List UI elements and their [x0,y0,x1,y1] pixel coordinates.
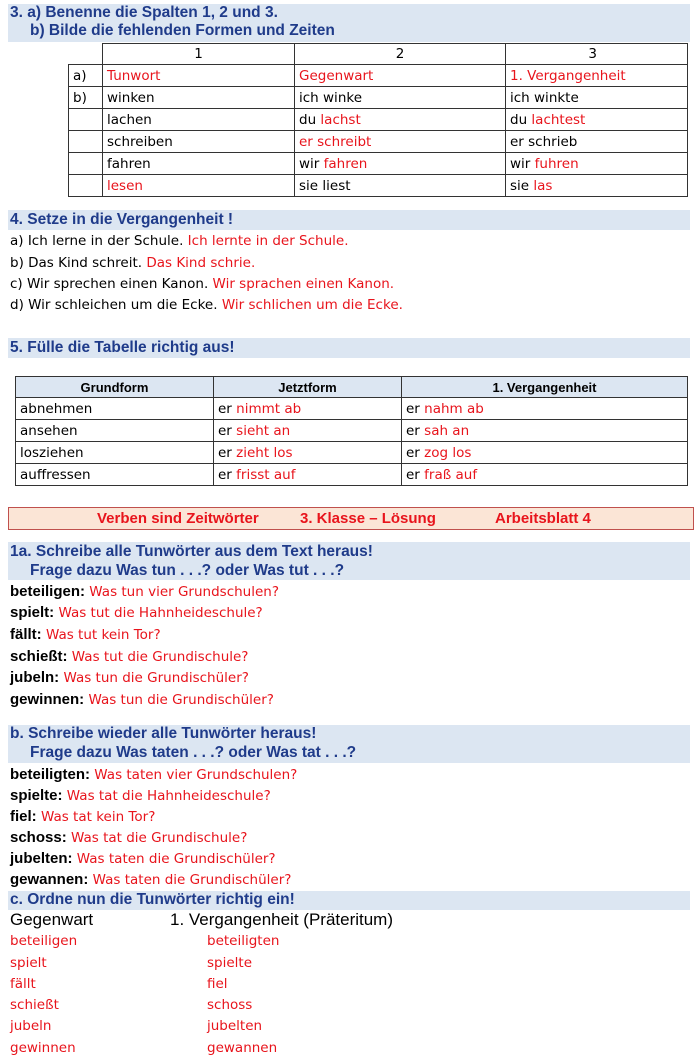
title-topic: Verben sind Zeitwörter [97,510,259,527]
verb-question: Was taten vier Grundschulen? [90,767,298,783]
present-verb: jubeln [10,1018,52,1034]
verb-question: Was tat kein Tor? [36,809,156,825]
verb-line [10,850,276,867]
past-form [402,420,688,442]
verb-question: Was tun vier Grundschulen? [85,584,280,600]
past-form [402,442,688,464]
answer-text: lachtest [531,111,586,128]
cell-prefix: wir [299,155,324,172]
forms-table [68,43,688,197]
worksheet-title-bar [8,507,694,530]
sentence-line [10,297,403,313]
cell: lachen [103,109,295,131]
answer-text: fraß auf [424,466,478,483]
pronoun: er [406,422,425,439]
verb-line [10,871,291,888]
present-verb: fällt [10,976,36,992]
cell-prefix: du [299,111,321,128]
answer-text: zieht los [236,444,293,461]
verb-question: Was taten die Grundischüler? [72,851,276,867]
answer-text: nimmt ab [236,400,302,417]
sentence-answer: Wir schlichen um die Ecke. [217,297,403,313]
table-row [69,87,688,109]
answer-cell: 1. Vergangenheit [506,65,688,87]
cell-prefix: du [510,111,532,128]
verb-label: fällt: [10,626,42,643]
verb-question: Was tun die Grundischüler? [59,670,249,686]
pronoun: er [406,444,425,461]
present-column-header: Gegenwart [10,910,94,929]
present-verb: spielt [10,955,47,971]
task3-heading-a: 3. a) Benenne die Spalten 1, 2 und 3. [10,4,278,21]
verb-line [10,648,248,665]
col-number: 3 [506,44,688,65]
corner-cell [69,44,103,65]
row-label: a) [69,65,103,87]
verb-label: spielt: [10,604,55,621]
past-verb: schoss [207,997,253,1013]
verb-line [10,808,155,825]
column-header: 1. Vergangenheit [402,377,688,398]
table-row [69,65,688,87]
verb-label: fiel: [10,808,37,825]
verb-label: jubeln: [10,669,60,686]
verb-label: beteiligten: [10,766,91,783]
verb-line [10,787,271,804]
cell [506,109,688,131]
cell [506,153,688,175]
forms-table-header [69,44,688,65]
past-verb: gewannen [207,1040,278,1056]
table-row [16,420,688,442]
sentence-answer: Ich lernte in der Schule. [183,233,349,249]
verb-line [10,583,279,600]
sentence-question: a) Ich lerne in der Schule. [10,233,184,249]
sentence-line [10,255,255,271]
answer-cell: lesen [103,175,295,197]
past-column-header: 1. Vergangenheit (Präteritum) [170,910,394,929]
col-number: 2 [295,44,506,65]
present-form [214,442,402,464]
verb-line [10,626,161,643]
column-header: Grundform [16,377,214,398]
answer-text: fahren [323,155,368,172]
sentence-line [10,233,349,249]
row-label [69,131,103,153]
title-class: 3. Klasse – Lösung [300,510,436,527]
present-form [214,420,402,442]
sentence-question: d) Wir schleichen um die Ecke. [10,297,218,313]
pronoun: er [406,400,425,417]
present-form [214,464,402,486]
cell [295,153,506,175]
verb-question: Was tat die Grundischule? [66,830,248,846]
cell: schreiben [103,131,295,153]
verb-question: Was tut die Hahnheideschule? [54,605,263,621]
verb-label: jubelten: [10,850,73,867]
cell: sie liest [295,175,506,197]
verb-question: Was tut die Grundischule? [67,649,249,665]
present-verb: gewinnen [10,1040,76,1056]
row-label [69,175,103,197]
verb-line [10,691,274,708]
base-form: auffressen [16,464,214,486]
verb-line [10,766,297,783]
sentence-line [10,276,394,292]
answer-text: lachst [320,111,361,128]
table-row [16,464,688,486]
base-form: ansehen [16,420,214,442]
past-form [402,398,688,420]
table-row [16,442,688,464]
cell-prefix: sie [510,177,534,194]
verb-label: gewannen: [10,871,89,888]
past-verb: spielte [207,955,253,971]
past-verb: fiel [207,976,228,992]
verb-label: spielte: [10,787,63,804]
verb-label: gewinnen: [10,691,85,708]
answer-text: sah an [424,422,470,439]
verb-question: Was tat die Hahnheideschule? [62,788,271,804]
pronoun: er [218,400,237,417]
title-sheet: Arbeitsblatt 4 [495,510,591,527]
cell [295,109,506,131]
task1b-subheading: Frage dazu Was taten . . .? oder Was tat . . .? [30,744,357,761]
cell [506,175,688,197]
verb-line [10,669,249,686]
verb-forms-table [15,376,688,486]
column-header: Jetztform [214,377,402,398]
table-row [69,131,688,153]
cell: fahren [103,153,295,175]
task3-heading-b: b) Bilde die fehlenden Formen und Zeiten [30,22,335,39]
answer-text: nahm ab [424,400,484,417]
table-row [69,153,688,175]
past-form [402,464,688,486]
task1c-heading: c. Ordne nun die Tunwörter richtig ein! [10,891,295,908]
sentence-question: c) Wir sprechen einen Kanon. [10,276,209,292]
task5-heading: 5. Fülle die Tabelle richtig aus! [10,339,235,356]
verb-question: Was tut kein Tor? [41,627,161,643]
row-label: b) [69,87,103,109]
sentence-question: b) Das Kind schreit. [10,255,143,271]
verb-label: schießt: [10,648,68,665]
answer-text: fuhren [534,155,579,172]
answer-cell: Gegenwart [295,65,506,87]
answer-text: zog los [424,444,472,461]
table-header [16,377,688,398]
answer-text: las [533,177,553,194]
past-verb: jubelten [207,1018,263,1034]
past-verb: beteiligten [207,933,280,949]
row-label [69,109,103,131]
cell: ich winkte [506,87,688,109]
verb-label: beteiligen: [10,583,86,600]
pronoun: er [218,466,237,483]
answer-cell: er schreibt [295,131,506,153]
row-label [69,153,103,175]
cell-prefix: wir [510,155,535,172]
sentence-answer: Wir sprachen einen Kanon. [208,276,395,292]
verb-line [10,604,263,621]
present-verb: beteiligen [10,933,78,949]
present-verb: schießt [10,997,59,1013]
base-form: losziehen [16,442,214,464]
verb-label: schoss: [10,829,67,846]
task1a-subheading: Frage dazu Was tun . . .? oder Was tut . . .? [30,562,345,579]
present-form [214,398,402,420]
task1a-heading: 1a. Schreibe alle Tunwörter aus dem Text heraus! [10,543,373,560]
table-row [16,398,688,420]
pronoun: er [406,466,425,483]
cell: ich winke [295,87,506,109]
cell: er schrieb [506,131,688,153]
verb-question: Was taten die Grundischüler? [88,872,292,888]
pronoun: er [218,444,237,461]
task1b-heading: b. Schreibe wieder alle Tunwörter heraus! [10,725,317,742]
col-number: 1 [103,44,295,65]
answer-cell: Tunwort [103,65,295,87]
sentence-answer: Das Kind schrie. [142,255,256,271]
table-row [69,109,688,131]
task4-heading: 4. Setze in die Vergangenheit ! [10,211,234,228]
cell: winken [103,87,295,109]
verb-question: Was tun die Grundischüler? [84,692,274,708]
verb-line [10,829,247,846]
answer-text: sieht an [236,422,291,439]
answer-text: frisst auf [236,466,296,483]
pronoun: er [218,422,237,439]
base-form: abnehmen [16,398,214,420]
table-row [69,175,688,197]
